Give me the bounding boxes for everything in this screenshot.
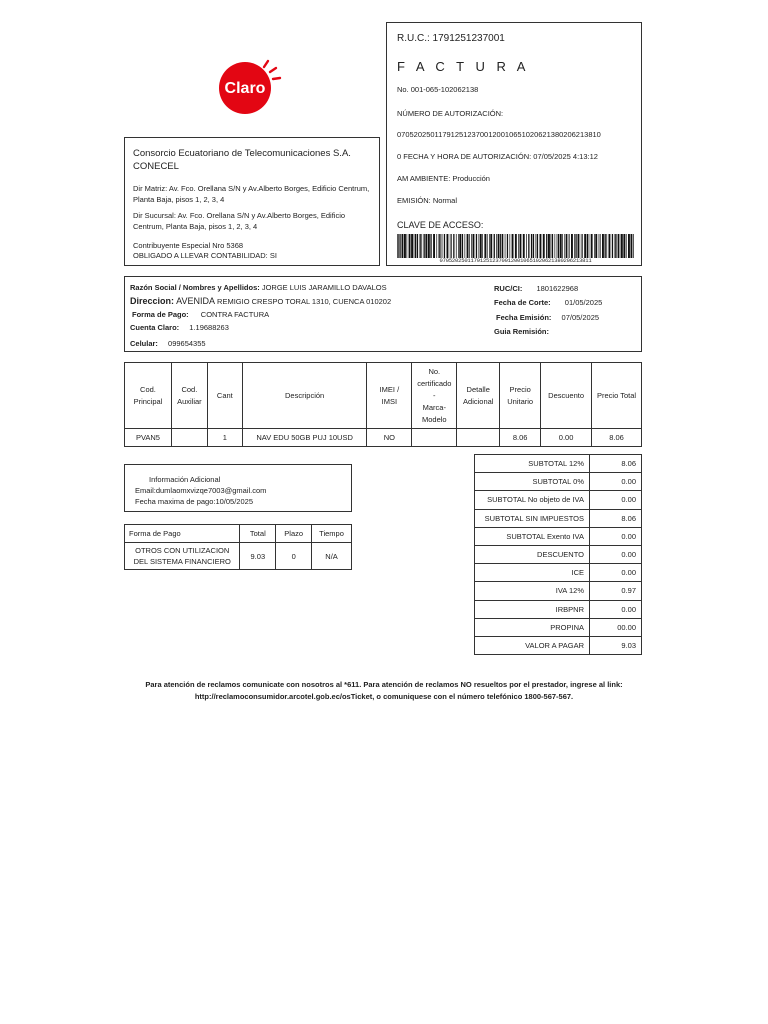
col-code-main: Cod. Principal <box>125 363 172 429</box>
remission-label: Guia Remisión: <box>494 327 550 336</box>
company-info <box>124 137 380 266</box>
special-taxpayer: Contribuyente Especial Nro 5368 <box>133 241 244 250</box>
customer-address-first: AVENIDA <box>176 296 215 306</box>
additional-info-title: Información Adicional <box>149 475 221 484</box>
total-row-iva: IVA 12% 0.97 <box>475 582 642 600</box>
total-row-exento: SUBTOTAL Exento IVA 0.00 <box>475 527 642 545</box>
claims-footer <box>100 679 668 703</box>
footer-line-2: http://reclamoconsumidor.arcotel.gob.ec/osTicket, o comuniquese con el número telefónico 1800-567-567. <box>194 692 574 701</box>
total-row-subtotal-0: SUBTOTAL 0% 0.00 <box>475 473 642 491</box>
remission-row <box>494 327 549 336</box>
cell-discount: 0.00 <box>541 429 592 447</box>
customer-name-row <box>130 283 387 292</box>
ruc-label: RUC/CI: <box>494 284 523 293</box>
logo-text: Claro <box>224 80 266 97</box>
company-short-name: CONECEL <box>133 161 179 172</box>
phone-value: 099654355 <box>168 339 206 348</box>
ruc-row <box>494 284 578 293</box>
invoice-header <box>386 22 642 266</box>
col-description: Descripción <box>242 363 367 429</box>
totals-table <box>474 454 642 655</box>
cell-detail <box>457 429 500 447</box>
additional-info-email: Email:dumlaomxvizqe7003@gmail.com <box>135 486 267 495</box>
access-key-label: CLAVE DE ACCESO: <box>397 220 484 230</box>
payment-header-row <box>125 525 352 543</box>
customer-name: JORGE LUIS JARAMILLO DAVALOS <box>261 283 387 292</box>
cut-date-label: Fecha de Corte: <box>494 298 551 307</box>
payment-table <box>124 524 352 570</box>
barcode-number: 0705202501179125123700120010651020621380206213811 <box>439 257 592 264</box>
emission-date-value: 07/05/2025 <box>561 313 600 322</box>
col-discount: Descuento <box>541 363 592 429</box>
invoice-title: F A C T U R A <box>397 59 530 74</box>
table-row <box>125 429 642 447</box>
col-qty: Cant <box>207 363 242 429</box>
cell-imei: NO <box>367 429 412 447</box>
col-imei: IMEI / IMSI <box>367 363 412 429</box>
emission: EMISIÓN: Normal <box>397 196 458 205</box>
pay-col-time: Tiempo <box>312 525 352 543</box>
phone-row <box>130 339 206 348</box>
pay-col-term: Plazo <box>276 525 312 543</box>
col-certificate: No. certificado - Marca- Modelo <box>412 363 457 429</box>
barcode <box>397 234 634 258</box>
total-row-ice: ICE 0.00 <box>475 564 642 582</box>
invoice-number: No. 001-065-102062138 <box>397 85 479 94</box>
branch-address: Dir Sucursal: Av. Fco. Orellana S/N y Av.Alberto Borges, Edificio Centrum, Planta Baja, pisos 1, 2, 3, 4 <box>133 211 346 231</box>
total-row-valor-pagar: VALOR A PAGAR 9.03 <box>475 636 642 654</box>
customer-address-label: Direccion: <box>130 296 175 306</box>
customer-address: REMIGIO CRESPO TORAL 1310, CUENCA 010202 <box>217 297 392 306</box>
table-row <box>125 543 352 570</box>
items-header-row <box>125 363 642 429</box>
pay-time: N/A <box>312 543 352 570</box>
auth-datetime: 0 FECHA Y HORA DE AUTORIZACIÓN: 07/05/2025 4:13:12 <box>397 152 598 161</box>
customer-info <box>124 276 642 352</box>
cell-description: NAV EDU 50GB PUJ 10USD <box>242 429 367 447</box>
col-detail: Detalle Adicional <box>457 363 500 429</box>
claro-logo <box>212 58 282 116</box>
total-row-subtotal-12: SUBTOTAL 12% 8.06 <box>475 455 642 473</box>
additional-info <box>124 464 352 512</box>
col-total: Precio Total <box>592 363 642 429</box>
ruc-value: 1801622968 <box>536 284 579 293</box>
invoice-ruc: R.U.C.: 1791251237001 <box>397 33 505 44</box>
payment-value: CONTRA FACTURA <box>200 310 270 319</box>
payment-label: Forma de Pago: <box>132 310 189 319</box>
cell-qty: 1 <box>207 429 242 447</box>
account-value: 1.19688263 <box>189 323 229 332</box>
account-row <box>130 323 229 332</box>
auth-label: NÚMERO DE AUTORIZACIÓN: <box>397 109 504 118</box>
cell-total: 8.06 <box>592 429 642 447</box>
total-row-no-iva: SUBTOTAL No objeto de IVA 0.00 <box>475 491 642 509</box>
additional-info-due-date: Fecha maxima de pago:10/05/2025 <box>135 497 253 506</box>
pay-method: OTROS CON UTILIZACION DEL SISTEMA FINANCIERO <box>125 543 240 570</box>
matrix-address: Dir Matriz: Av. Fco. Orellana S/N y Av.Alberto Borges, Edificio Centrum, Planta Baja, pisos 1, 2, 3, 4 <box>133 184 370 204</box>
total-row-sin-impuestos: SUBTOTAL SIN IMPUESTOS 8.06 <box>475 509 642 527</box>
customer-name-label: Razón Social / Nombres y Apellidos: <box>130 283 260 292</box>
items-table <box>124 362 642 447</box>
payment-row <box>132 310 269 319</box>
pay-term: 0 <box>276 543 312 570</box>
total-row-irbpnr: IRBPNR 0.00 <box>475 600 642 618</box>
auth-number: 0705202501179125123700120010651020621380206213810 <box>397 130 601 139</box>
account-label: Cuenta Claro: <box>130 323 180 332</box>
col-code-aux: Cod. Auxiliar <box>171 363 207 429</box>
cut-date-row <box>494 298 602 307</box>
cell-unit-price: 8.06 <box>500 429 541 447</box>
cell-certificate <box>412 429 457 447</box>
phone-label: Celular: <box>130 339 158 348</box>
total-row-propina: PROPINA 00.00 <box>475 618 642 636</box>
pay-col-total: Total <box>240 525 276 543</box>
customer-address-row <box>130 296 391 306</box>
pay-col-method: Forma de Pago <box>125 525 240 543</box>
company-name: Consorcio Ecuatoriano de Telecomunicaciones S.A. <box>133 148 351 159</box>
environment: AM AMBIENTE: Producción <box>397 174 490 183</box>
cell-code-main: PVAN5 <box>125 429 172 447</box>
pay-total: 9.03 <box>240 543 276 570</box>
emission-date-row <box>496 313 599 322</box>
footer-line-1: Para atención de reclamos comunicate con nosotros al *611. Para atención de reclamos NO resueltos por el prestador, ingrese al link: <box>145 680 623 689</box>
total-row-descuento: DESCUENTO 0.00 <box>475 545 642 563</box>
accounting-obligation: OBLIGADO A LLEVAR CONTABILIDAD: SI <box>133 251 277 260</box>
col-unit-price: Precio Unitario <box>500 363 541 429</box>
cell-code-aux <box>171 429 207 447</box>
emission-date-label: Fecha Emisión: <box>496 313 552 322</box>
cut-date-value: 01/05/2025 <box>564 298 603 307</box>
